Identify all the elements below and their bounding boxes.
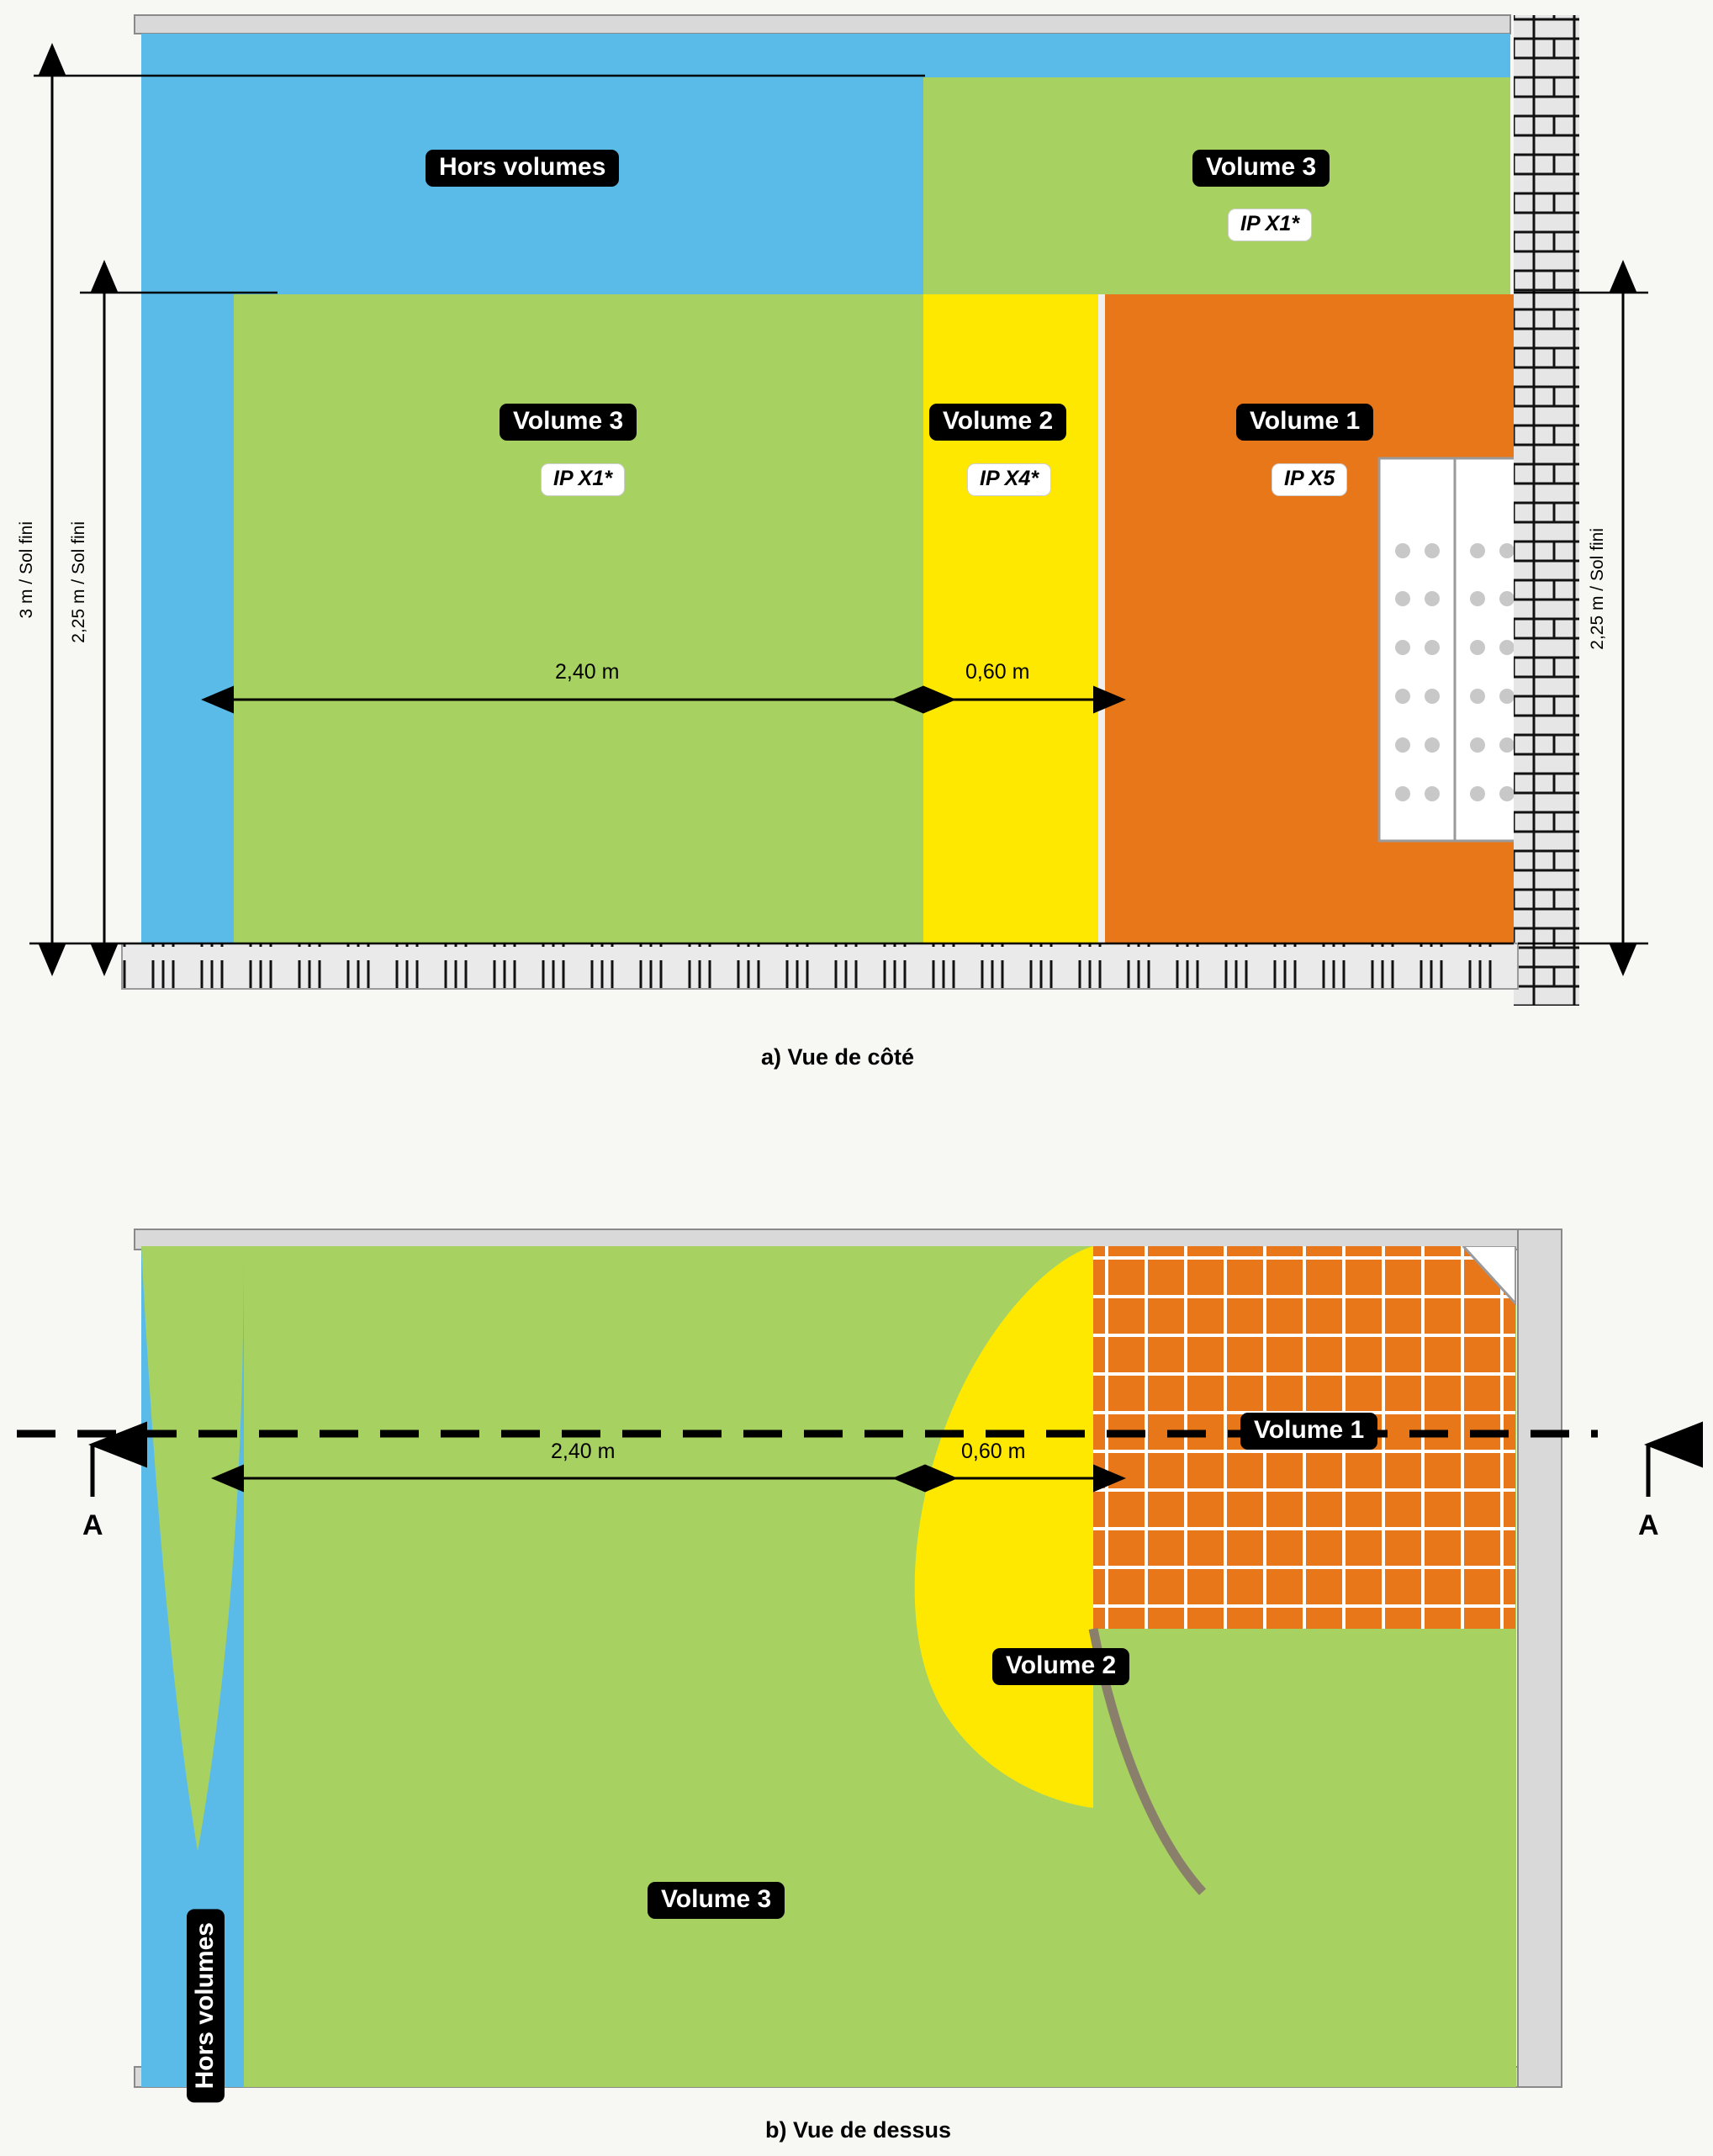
top-view-figure	[0, 1219, 1713, 2156]
top-view-drawing	[0, 1219, 1713, 2156]
top-dim-0-60: 0,60 m	[961, 1440, 1026, 1463]
side-volume2-ip: IP X4*	[967, 463, 1051, 496]
side-volume2-label: Volume 2	[929, 404, 1066, 441]
side-volume3-upper-label: Volume 3	[1192, 150, 1330, 187]
side-volume1-label: Volume 1	[1236, 404, 1373, 441]
side-hors-volumes-label: Hors volumes	[426, 150, 619, 187]
side-volume3-main-ip: IP X1*	[541, 463, 625, 496]
side-dim-0-60: 0,60 m	[965, 660, 1030, 684]
top-volume1-label: Volume 1	[1240, 1413, 1377, 1450]
side-dim-height-225m-left: 2,25 m / Sol fini	[69, 521, 88, 643]
side-dim-height-225m-right: 2,25 m / Sol fini	[1588, 528, 1607, 650]
top-view-caption: b) Vue de dessus	[765, 2117, 952, 2143]
side-volume1-ip: IP X5	[1272, 463, 1347, 496]
top-dim-2-40: 2,40 m	[551, 1440, 616, 1463]
top-hors-volumes-label: Hors volumes	[187, 1909, 225, 2102]
side-volume3-main-label: Volume 3	[500, 404, 637, 441]
top-volume3-label: Volume 3	[648, 1882, 785, 1919]
section-marker-a-left: A	[82, 1509, 103, 1541]
side-volume3-upper-ip: IP X1*	[1228, 209, 1312, 241]
section-marker-a-right: A	[1638, 1509, 1659, 1541]
top-volume2-label: Volume 2	[992, 1648, 1129, 1685]
side-dim-2-40: 2,40 m	[555, 660, 620, 684]
side-view-caption: a) Vue de côté	[761, 1044, 915, 1070]
side-dim-height-3m: 3 m / Sol fini	[17, 521, 36, 619]
